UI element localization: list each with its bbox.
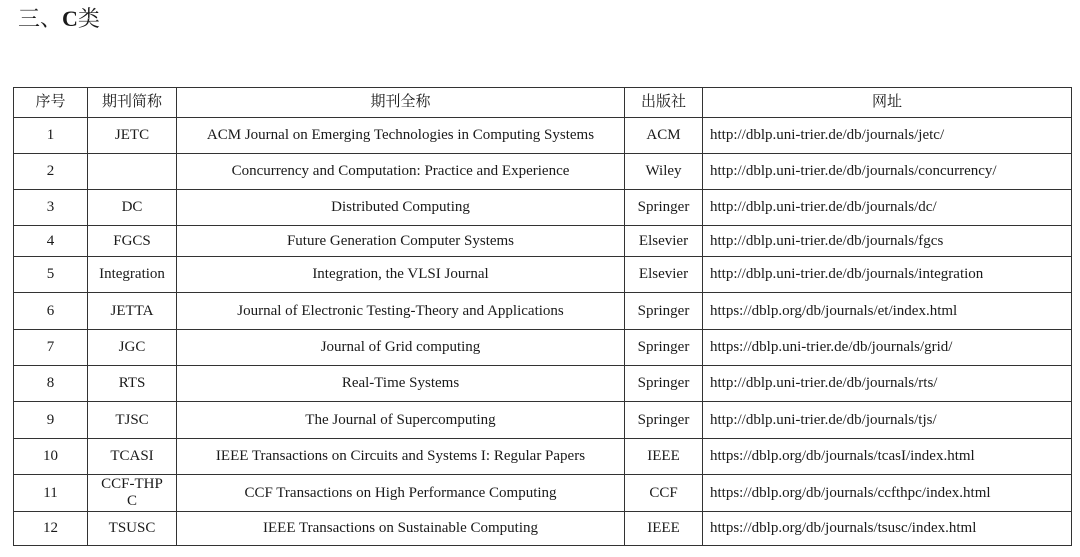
table-row <box>14 190 1072 226</box>
header-publisher: 出版社 <box>625 88 703 118</box>
cell-publisher: CCF <box>625 475 703 512</box>
cell-url: http://dblp.uni-trier.de/db/journals/jetc/ <box>703 118 1072 154</box>
cell-full-name: Journal of Electronic Testing-Theory and Applications <box>177 293 625 330</box>
cell-abbr: CCF-THPC <box>88 475 177 512</box>
cell-seq: 8 <box>14 366 88 402</box>
cell-publisher: Springer <box>625 402 703 439</box>
cell-full-name: IEEE Transactions on Circuits and Systems I: Regular Papers <box>177 439 625 475</box>
table-row <box>14 512 1072 546</box>
table-row <box>14 226 1072 257</box>
cell-publisher: Springer <box>625 366 703 402</box>
cell-seq: 7 <box>14 330 88 366</box>
cell-seq: 12 <box>14 512 88 546</box>
cell-publisher: Wiley <box>625 154 703 190</box>
cell-abbr: TSUSC <box>88 512 177 546</box>
cell-url: https://dblp.org/db/journals/tcasI/index.html <box>703 439 1072 475</box>
cell-seq: 9 <box>14 402 88 439</box>
header-seq: 序号 <box>14 88 88 118</box>
cell-url: https://dblp.org/db/journals/tsusc/index.html <box>703 512 1072 546</box>
table-row <box>14 154 1072 190</box>
cell-seq: 5 <box>14 257 88 293</box>
cell-url: http://dblp.uni-trier.de/db/journals/tjs/ <box>703 402 1072 439</box>
cell-url: https://dblp.uni-trier.de/db/journals/grid/ <box>703 330 1072 366</box>
cell-publisher: IEEE <box>625 512 703 546</box>
cell-url: http://dblp.uni-trier.de/db/journals/concurrency/ <box>703 154 1072 190</box>
cell-seq: 4 <box>14 226 88 257</box>
header-abbr: 期刊简称 <box>88 88 177 118</box>
table-row <box>14 257 1072 293</box>
cell-seq: 1 <box>14 118 88 154</box>
cell-seq: 3 <box>14 190 88 226</box>
cell-publisher: Elsevier <box>625 226 703 257</box>
cell-abbr: DC <box>88 190 177 226</box>
cell-full-name: Future Generation Computer Systems <box>177 226 625 257</box>
cell-url: http://dblp.uni-trier.de/db/journals/rts/ <box>703 366 1072 402</box>
cell-full-name: The Journal of Supercomputing <box>177 402 625 439</box>
header-full: 期刊全称 <box>177 88 625 118</box>
cell-seq: 2 <box>14 154 88 190</box>
cell-full-name: Integration, the VLSI Journal <box>177 257 625 293</box>
cell-full-name: Concurrency and Computation: Practice and Experience <box>177 154 625 190</box>
table-row <box>14 118 1072 154</box>
cell-full-name: ACM Journal on Emerging Technologies in Computing Systems <box>177 118 625 154</box>
cell-seq: 10 <box>14 439 88 475</box>
table-row <box>14 330 1072 366</box>
cell-abbr: TCASI <box>88 439 177 475</box>
cell-url: https://dblp.org/db/journals/ccfthpc/index.html <box>703 475 1072 512</box>
cell-url: http://dblp.uni-trier.de/db/journals/integration <box>703 257 1072 293</box>
section-title <box>18 4 100 34</box>
cell-url: http://dblp.uni-trier.de/db/journals/dc/ <box>703 190 1072 226</box>
cell-seq: 11 <box>14 475 88 512</box>
cell-abbr <box>88 154 177 190</box>
table-row <box>14 402 1072 439</box>
cell-full-name: CCF Transactions on High Performance Computing <box>177 475 625 512</box>
cell-abbr: JETTA <box>88 293 177 330</box>
cell-abbr: FGCS <box>88 226 177 257</box>
header-url: 网址 <box>703 88 1072 118</box>
cell-seq: 6 <box>14 293 88 330</box>
cell-publisher: Springer <box>625 330 703 366</box>
cell-full-name: IEEE Transactions on Sustainable Computing <box>177 512 625 546</box>
table-row <box>14 475 1072 512</box>
cell-publisher: IEEE <box>625 439 703 475</box>
cell-full-name: Journal of Grid computing <box>177 330 625 366</box>
cell-publisher: Springer <box>625 293 703 330</box>
cell-publisher: Springer <box>625 190 703 226</box>
cell-abbr: TJSC <box>88 402 177 439</box>
table-header-row <box>14 88 1072 118</box>
table-row <box>14 439 1072 475</box>
cell-publisher: ACM <box>625 118 703 154</box>
cell-full-name: Distributed Computing <box>177 190 625 226</box>
cell-abbr: Integration <box>88 257 177 293</box>
cell-abbr: RTS <box>88 366 177 402</box>
cell-url: https://dblp.org/db/journals/et/index.html <box>703 293 1072 330</box>
section-category: C <box>62 6 78 31</box>
cell-abbr: JETC <box>88 118 177 154</box>
cell-url: http://dblp.uni-trier.de/db/journals/fgcs <box>703 226 1072 257</box>
table-row <box>14 293 1072 330</box>
journal-table <box>13 87 1072 546</box>
cell-publisher: Elsevier <box>625 257 703 293</box>
section-number: 三、 <box>18 6 63 31</box>
cell-abbr: JGC <box>88 330 177 366</box>
cell-full-name: Real-Time Systems <box>177 366 625 402</box>
table-row <box>14 366 1072 402</box>
section-label: 类 <box>77 6 100 31</box>
